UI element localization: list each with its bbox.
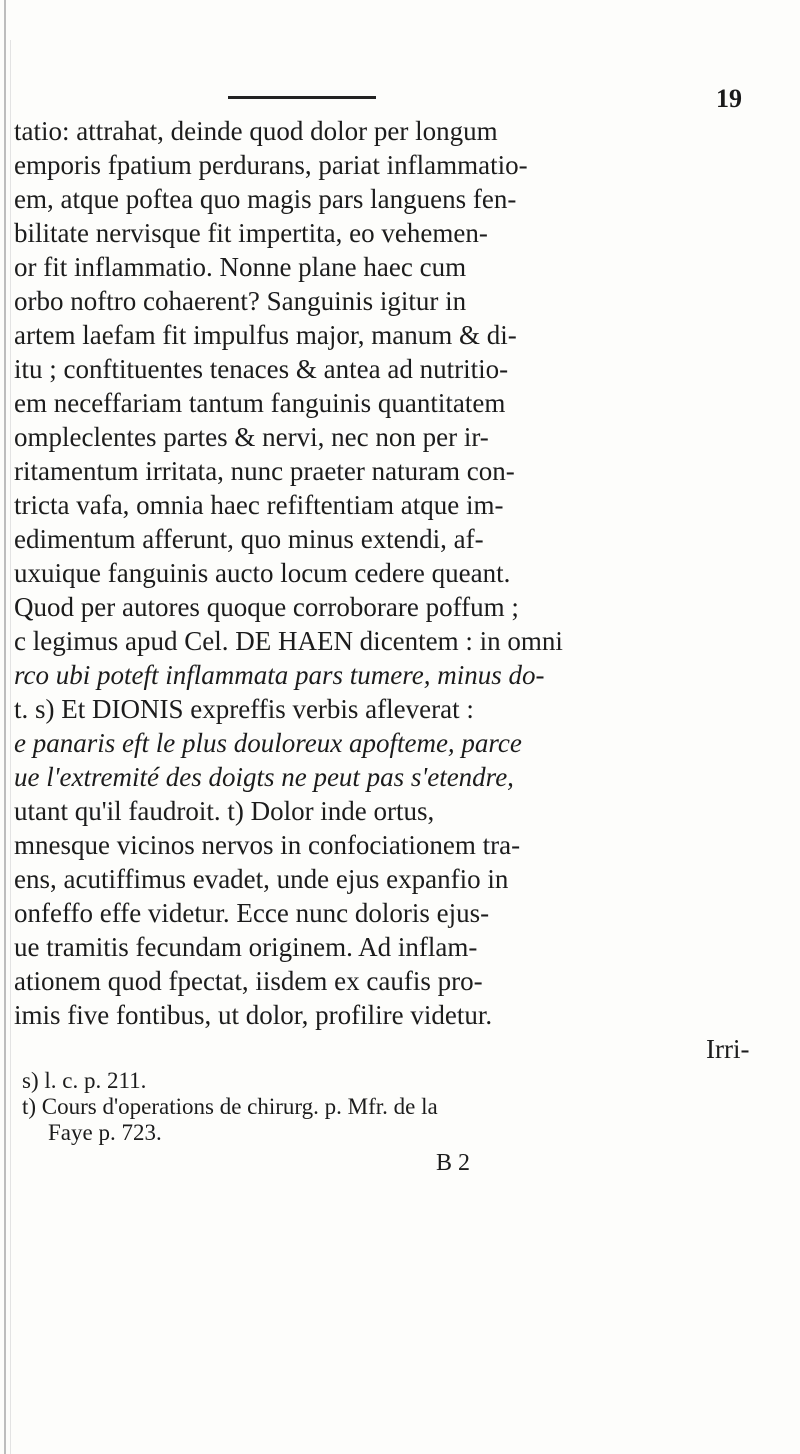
header-rule bbox=[228, 96, 376, 99]
text-line: e panaris eft le plus douloreux apofteme, parce bbox=[14, 728, 522, 758]
catchword: Irri- bbox=[706, 1034, 750, 1064]
text-line: c legimus apud Cel. DE HAEN dicentem : in omni bbox=[14, 626, 563, 656]
text-line: Quod per autores quoque corroborare poffum ; bbox=[14, 592, 519, 622]
text-line: artem laefam fit impulfus major, manum & di- bbox=[14, 320, 517, 350]
text-line: ue l'extremité des doigts ne peut pas s'etendre, bbox=[14, 762, 514, 792]
text-line: ationem quod fpectat, iisdem ex caufis pro- bbox=[14, 966, 483, 996]
text-line: utant qu'il faudroit. t) Dolor inde ortus, bbox=[14, 796, 435, 826]
text-line: rco ubi poteft inflammata pars tumere, minus do- bbox=[14, 660, 545, 690]
signature-mark: B 2 bbox=[436, 1150, 471, 1176]
text-line: onfeffo effe videtur. Ecce nunc doloris ejus- bbox=[14, 898, 490, 928]
text-line: or fit inflammatio. Nonne plane haec cum bbox=[14, 252, 467, 282]
page-gutter-edge bbox=[4, 0, 6, 1454]
text-line: orbo noftro cohaerent? Sanguinis igitur in bbox=[14, 286, 467, 316]
text-line: emporis fpatium perdurans, pariat inflammatio- bbox=[14, 150, 528, 180]
footnote: t) Cours d'operations de chirurg. p. Mfr. de la bbox=[22, 1094, 438, 1119]
text-line: uxuique fanguinis aucto locum cedere queant. bbox=[14, 558, 511, 588]
footnote: s) l. c. p. 211. bbox=[22, 1068, 147, 1093]
text-line: tricta vafa, omnia haec refiftentiam atque im- bbox=[14, 490, 504, 520]
text-line: em neceffariam tantum fanguinis quantitatem bbox=[14, 388, 506, 418]
text-line: tatio: attrahat, deinde quod dolor per longum bbox=[14, 116, 498, 146]
page-gutter-shadow bbox=[10, 40, 11, 1454]
text-line: ue tramitis fecundam originem. Ad inflam- bbox=[14, 932, 478, 962]
text-line: mnesque vicinos nervos in confociationem tra- bbox=[14, 830, 521, 860]
text-line: em, atque poftea quo magis pars languens fen- bbox=[14, 184, 517, 214]
text-line: ritamentum irritata, nunc praeter naturam con- bbox=[14, 456, 515, 486]
page-number: 19 bbox=[716, 84, 742, 113]
text-line: t. s) Et DIONIS expreffis verbis afleverat : bbox=[14, 694, 474, 724]
text-line: itu ; conftituentes tenaces & antea ad nutritio- bbox=[14, 354, 509, 384]
text-line: ompleclentes partes & nervi, nec non per ir- bbox=[14, 422, 489, 452]
footnote: Faye p. 723. bbox=[48, 1120, 162, 1145]
text-line: imis five fontibus, ut dolor, profilire videtur. bbox=[14, 1000, 493, 1030]
text-line: bilitate nervisque fit impertita, eo vehemen- bbox=[14, 218, 488, 248]
text-line: ens, acutiffimus evadet, unde ejus expanfio in bbox=[14, 864, 509, 894]
text-line: edimentum afferunt, quo minus extendi, af- bbox=[14, 524, 484, 554]
